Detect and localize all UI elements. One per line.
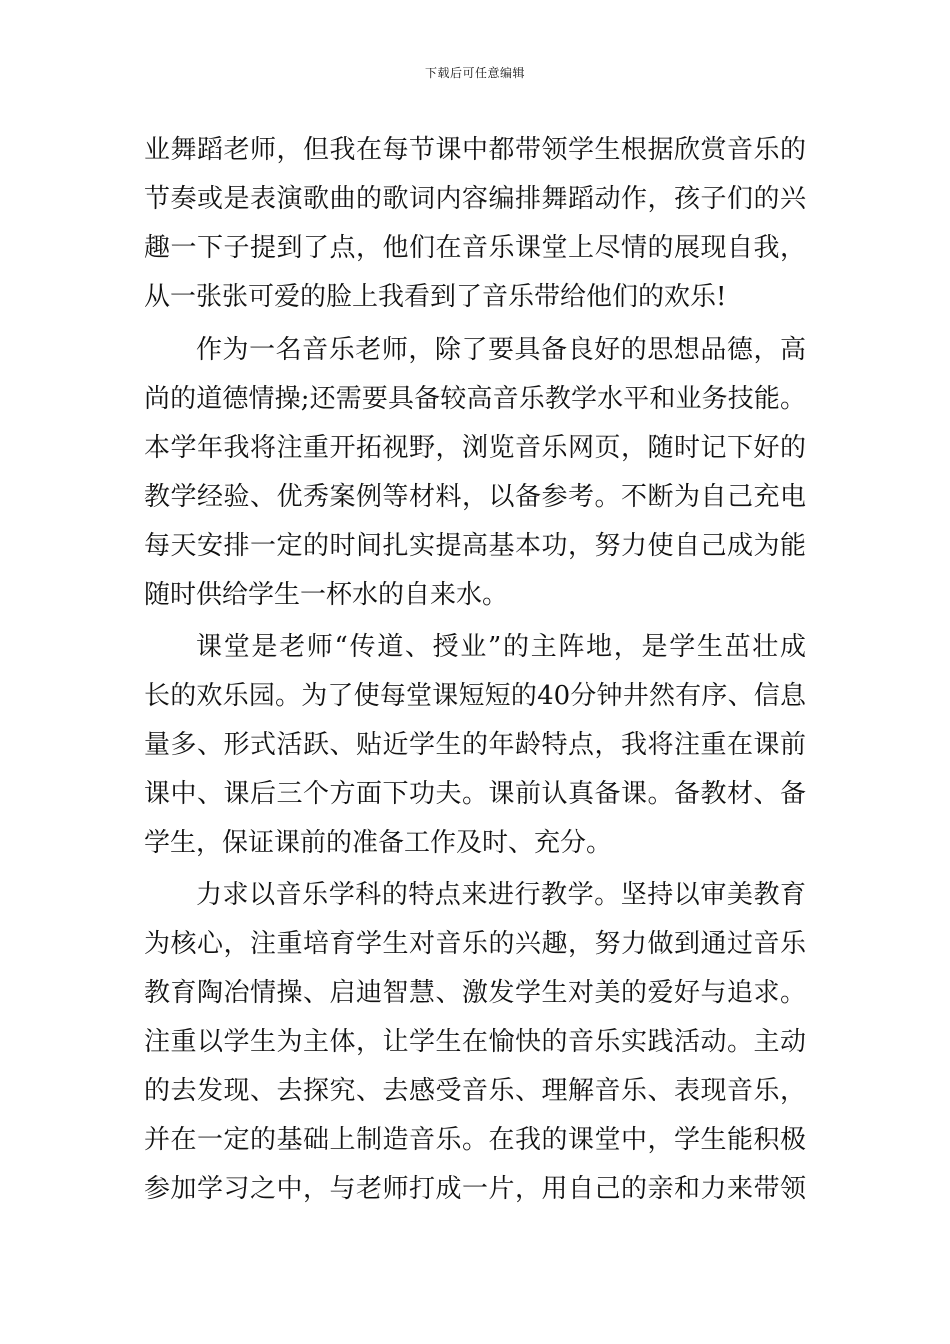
- text-line: 随时供给学生一杯水的自来水。: [144, 580, 509, 610]
- text-line: 趣一下子提到了点，他们在音乐课堂上尽情的展现自我，: [144, 233, 806, 263]
- text-line: 从一张张可爱的脸上我看到了音乐带给他们的欢乐!: [144, 282, 727, 312]
- text-line: 长的欢乐园。为了使每堂课短短的40分钟井然有序、信息: [144, 681, 806, 711]
- text-line: 注重以学生为主体，让学生在愉快的音乐实践活动。主动: [144, 1027, 806, 1057]
- text-line: 量多、形式活跃、贴近学生的年龄特点，我将注重在课前: [144, 730, 806, 760]
- text-line: 本学年我将注重开拓视野，浏览音乐网页，随时记下好的: [144, 433, 806, 463]
- page-header: 下载后可任意编辑: [424, 66, 525, 80]
- text-line: 节奏或是表演歌曲的歌词内容编排舞蹈动作，孩子们的兴: [144, 184, 806, 214]
- text-line: 教学经验、优秀案例等材料，以备参考。不断为自己充电: [144, 482, 806, 512]
- text-line: 的去发现、去探究、去感受音乐、理解音乐、表现音乐，: [144, 1076, 806, 1106]
- text-line: 课中、课后三个方面下功夫。课前认真备课。备教材、备: [144, 779, 806, 809]
- text-line: 力求以音乐学科的特点来进行教学。坚持以审美教育: [196, 880, 806, 910]
- text-line: 业舞蹈老师，但我在每节课中都带领学生根据欣赏音乐的: [144, 135, 806, 165]
- text-line: 课堂是老师“传道、授业”的主阵地，是学生茁壮成: [196, 632, 806, 662]
- text-line: 作为一名音乐老师，除了要具备良好的思想品德，高: [196, 335, 806, 365]
- text-line: 为核心，注重培育学生对音乐的兴趣，努力做到通过音乐: [144, 929, 806, 959]
- text-line: 每天安排一定的时间扎实提高基本功，努力使自己成为能: [144, 531, 806, 561]
- text-line: 尚的道德情操;还需要具备较高音乐教学水平和业务技能。: [144, 384, 806, 414]
- text-line: 学生，保证课前的准备工作及时、充分。: [144, 828, 613, 858]
- text-line: 教育陶冶情操、启迪智慧、激发学生对美的爱好与追求。: [144, 978, 806, 1008]
- text-line: 并在一定的基础上制造音乐。在我的课堂中，学生能积极: [144, 1125, 806, 1155]
- text-line: 参加学习之中，与老师打成一片，用自己的亲和力来带领: [144, 1174, 806, 1204]
